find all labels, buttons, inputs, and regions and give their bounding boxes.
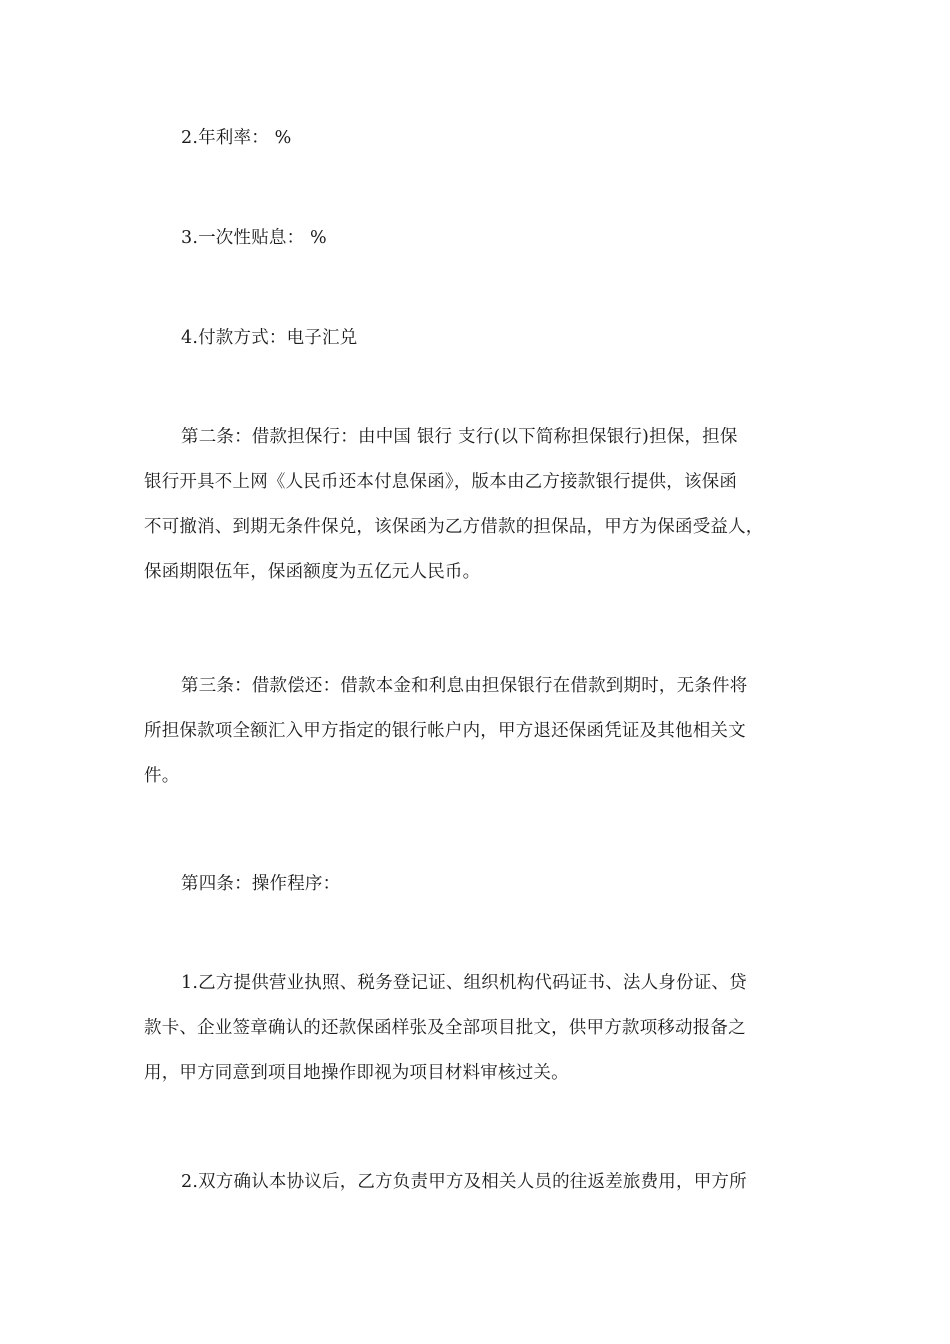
paragraph-annual-rate [144, 116, 810, 161]
paragraph-procedure-2 [144, 1160, 810, 1205]
text-line: 所担保款项全额汇入甲方指定的银行帐户内，甲方退还保函凭证及其他相关文 [144, 721, 746, 741]
paragraph-article-3 [144, 664, 810, 799]
paragraph-one-time-discount [144, 216, 810, 261]
text-line: 第四条：操作程序： [181, 874, 341, 894]
text-line: 2.年利率： % [181, 128, 292, 148]
paragraph-article-2 [144, 415, 810, 595]
text-line: 银行开具不上网《人民币还本付息保函》，版本由乙方接款银行提供，该保函 [144, 472, 738, 492]
text-line: 第二条：借款担保行：由中国 银行 支行(以下简称担保银行)担保，担保 [181, 427, 738, 447]
text-line: 第三条：借款偿还：借款本金和利息由担保银行在借款到期时，无条件将 [181, 676, 748, 696]
text-line: 3.一次性贴息： % [181, 228, 327, 248]
paragraph-payment-method [144, 316, 810, 361]
text-line: 件。 [144, 766, 180, 786]
text-line: 保函期限伍年，保函额度为五亿元人民币。 [144, 562, 481, 582]
paragraph-procedure-1 [144, 961, 810, 1096]
text-line: 款卡、企业签章确认的还款保函样张及全部项目批文，供甲方款项移动报备之 [144, 1018, 746, 1038]
paragraph-article-4 [144, 862, 810, 907]
text-line: 1.乙方提供营业执照、税务登记证、组织机构代码证书、法人身份证、贷 [181, 973, 747, 993]
text-line: 用，甲方同意到项目地操作即视为项目材料审核过关。 [144, 1063, 569, 1083]
text-line: 4.付款方式：电子汇兑 [181, 328, 358, 348]
text-line: 2.双方确认本协议后，乙方负责甲方及相关人员的往返差旅费用，甲方所 [181, 1172, 747, 1192]
text-line: 不可撤消、到期无条件保兑，该保函为乙方借款的担保品，甲方为保函受益人， [144, 517, 764, 537]
